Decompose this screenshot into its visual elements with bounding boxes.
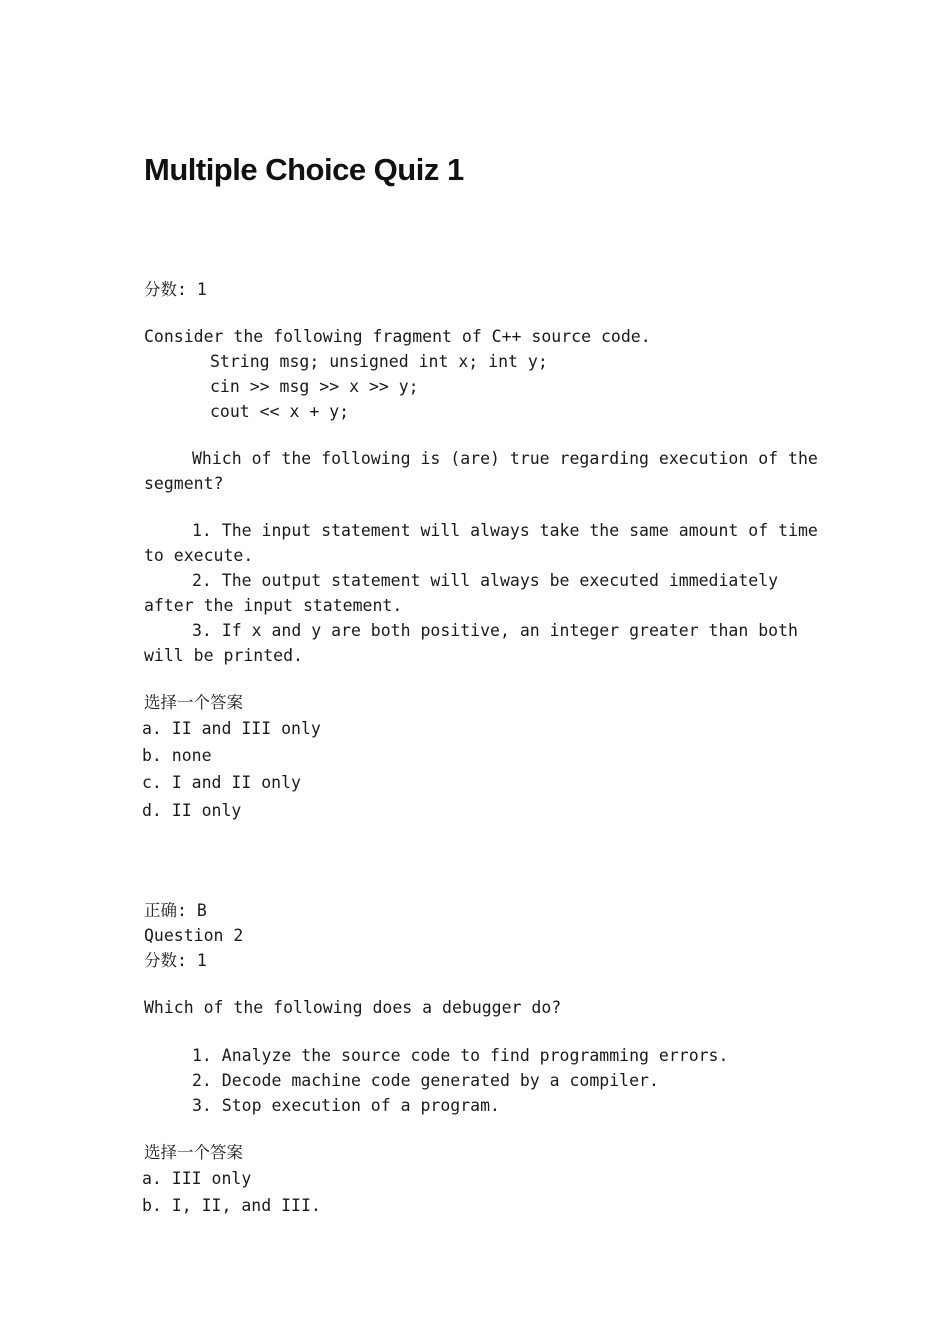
q2-statement: 1. Analyze the source code to find programming errors.	[192, 1046, 729, 1065]
q1-choose-label: 选择一个答案	[144, 693, 243, 712]
q2-score: 分数: 1	[144, 951, 207, 970]
q1-statement: 3. If x and y are both positive, an integer greater than both	[192, 621, 798, 640]
q1-code-line: cout << x + y;	[210, 402, 350, 421]
q1-option-d[interactable]: d. II only	[142, 801, 242, 820]
q1-option-b[interactable]: b. none	[142, 746, 212, 765]
q1-prompt-cont: segment?	[144, 474, 224, 493]
q1-score: 分数: 1	[144, 280, 207, 299]
q2-heading: Question 2	[144, 926, 244, 945]
q1-statement: 1. The input statement will always take the same amount of time	[192, 521, 818, 540]
q1-prompt: Which of the following is (are) true regarding execution of the	[192, 449, 818, 468]
q1-stem: Consider the following fragment of C++ source code.	[144, 327, 651, 346]
q1-statement-cont: will be printed.	[144, 646, 303, 665]
q1-correct-answer: 正确: B	[144, 901, 207, 920]
q1-option-a[interactable]: a. II and III only	[142, 719, 321, 738]
q2-option-b[interactable]: b. I, II, and III.	[142, 1196, 321, 1215]
page-title: Multiple Choice Quiz 1	[144, 152, 464, 187]
q2-statement: 2. Decode machine code generated by a compiler.	[192, 1071, 659, 1090]
q1-statement-cont: to execute.	[144, 546, 254, 565]
q1-statement-cont: after the input statement.	[144, 596, 403, 615]
q1-code-line: cin >> msg >> x >> y;	[210, 377, 419, 396]
q1-code-line: String msg; unsigned int x; int y;	[210, 352, 548, 371]
q2-stem: Which of the following does a debugger do?	[144, 998, 562, 1017]
q2-option-a[interactable]: a. III only	[142, 1169, 252, 1188]
q2-choose-label: 选择一个答案	[144, 1143, 243, 1162]
q1-option-c[interactable]: c. I and II only	[142, 773, 301, 792]
q1-statement: 2. The output statement will always be executed immediately	[192, 571, 779, 590]
q2-statement: 3. Stop execution of a program.	[192, 1096, 500, 1115]
